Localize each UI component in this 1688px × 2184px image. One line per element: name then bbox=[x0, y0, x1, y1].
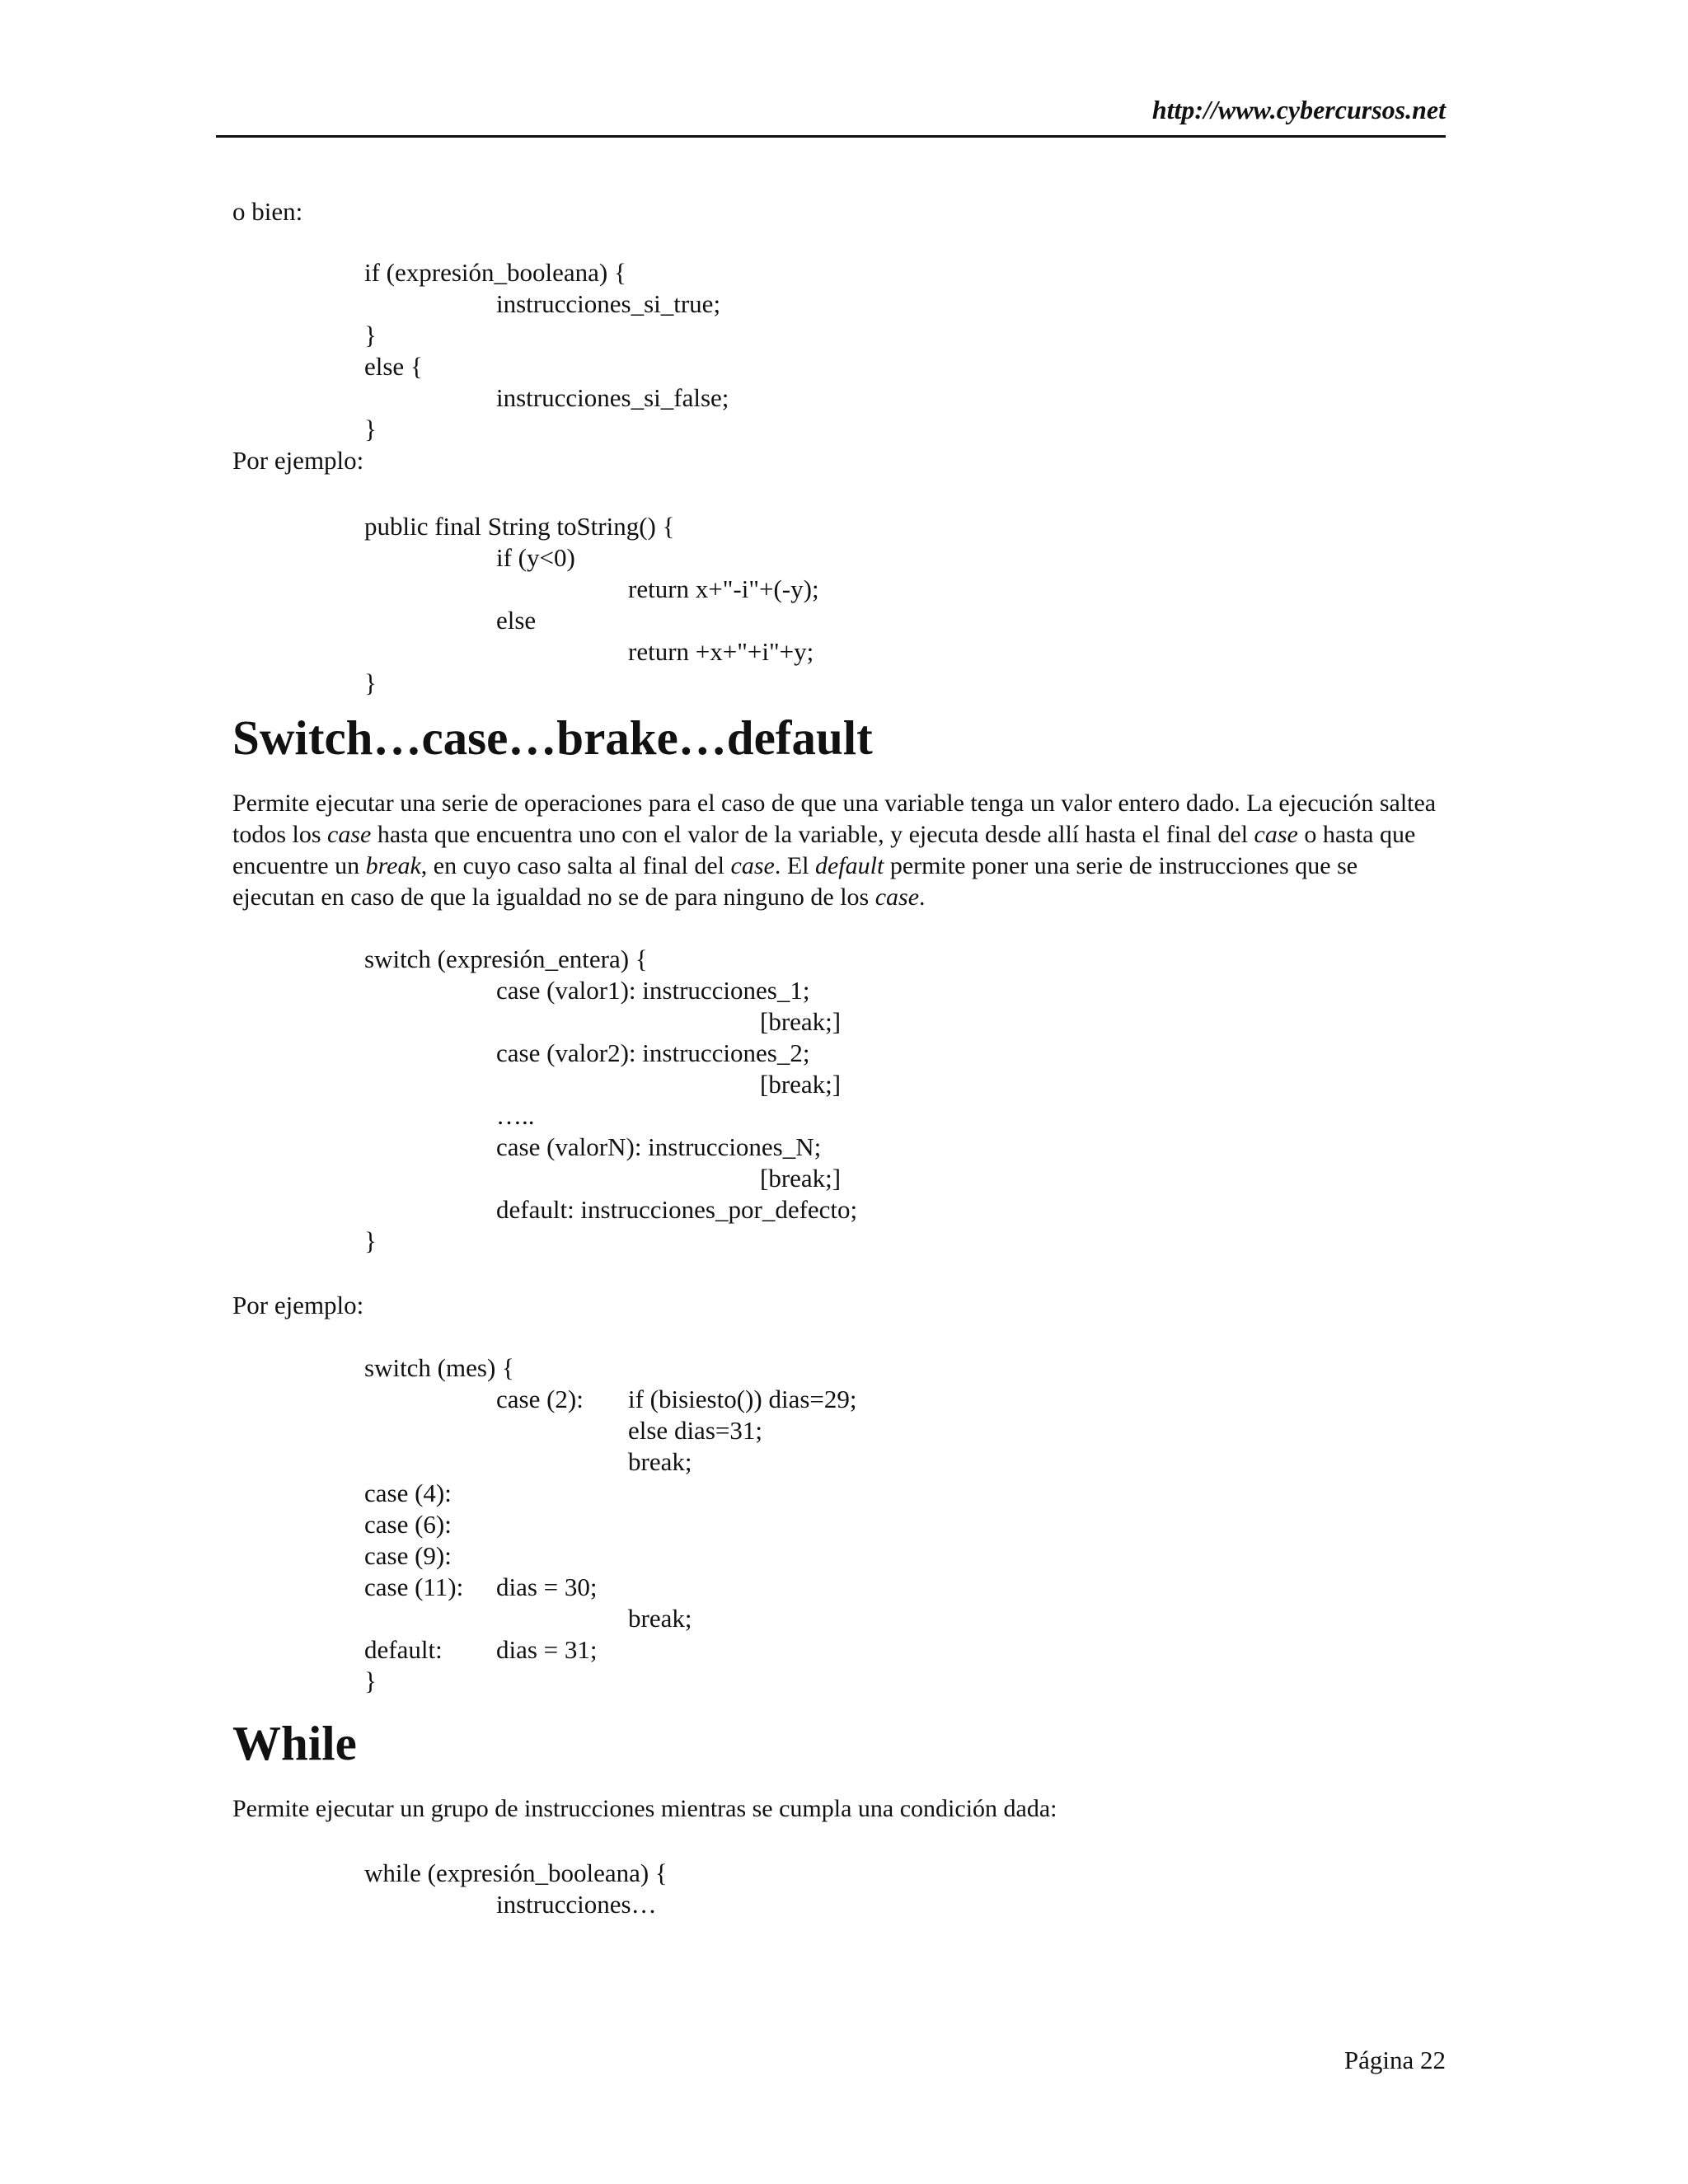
code-line: return x+"-i"+(-y); bbox=[628, 574, 819, 603]
o-bien-label: o bien: bbox=[232, 197, 303, 226]
while-description: Permite ejecutar un grupo de instrucciones mientras se cumpla una condición dada: bbox=[232, 1795, 1057, 1822]
code-line: dias = 31; bbox=[496, 1635, 598, 1664]
code-line: case (6): bbox=[364, 1510, 452, 1539]
code-line: case (11): bbox=[364, 1572, 464, 1601]
code-line: } bbox=[364, 1226, 377, 1255]
code-line: else { bbox=[364, 352, 423, 381]
code-line: if (expresión_booleana) { bbox=[364, 258, 626, 287]
code-line: switch (mes) { bbox=[364, 1353, 514, 1382]
code-line: if (bisiesto()) dias=29; bbox=[628, 1385, 857, 1413]
code-line: case (valor1): instrucciones_1; bbox=[496, 976, 810, 1005]
header-rule bbox=[216, 135, 1446, 138]
code-line: [break;] bbox=[760, 1164, 842, 1193]
code-line: [break;] bbox=[760, 1007, 842, 1036]
code-line: else dias=31; bbox=[628, 1416, 762, 1445]
code-line: case (valorN): instrucciones_N; bbox=[496, 1132, 822, 1161]
code-line: break; bbox=[628, 1604, 692, 1633]
header-url: http://www.cybercursos.net bbox=[1151, 95, 1446, 124]
code-line: else bbox=[496, 606, 537, 635]
code-line: case (9): bbox=[364, 1541, 452, 1570]
code-line: default: bbox=[364, 1635, 443, 1664]
code-line: while (expresión_booleana) { bbox=[364, 1858, 668, 1887]
code-line: } bbox=[364, 321, 377, 349]
switch-section-heading: Switch…case…brake…default bbox=[232, 710, 873, 765]
code-line: dias = 30; bbox=[496, 1572, 598, 1601]
code-line: case (4): bbox=[364, 1479, 452, 1507]
code-line: if (y<0) bbox=[496, 543, 575, 572]
page-number: Página 22 bbox=[1343, 2046, 1446, 2074]
code-line: case (valor2): instrucciones_2; bbox=[496, 1038, 810, 1067]
por-ejemplo-label: Por ejemplo: bbox=[232, 1291, 364, 1319]
code-line: instrucciones_si_true; bbox=[496, 289, 721, 318]
switch-description: Permite ejecutar una serie de operaciones para el caso de que una variable tenga un valor entero dado. La ejecución saltea todos los case hasta que encuentra uno con el valor de la variable, y ejecuta desde allí hasta el final del case o hasta que encuentre un break, en cuyo caso salta al final del case. El default permite poner una serie de instrucciones que se ejecutan en caso de que la igualdad no se de para ninguno de los case. bbox=[232, 790, 1437, 911]
code-line: case (2): bbox=[496, 1385, 584, 1413]
por-ejemplo-label: Por ejemplo: bbox=[232, 446, 364, 475]
while-section-heading: While bbox=[232, 1716, 357, 1770]
code-line: ….. bbox=[496, 1101, 535, 1130]
code-line: instrucciones… bbox=[496, 1890, 657, 1919]
code-line: public final String toString() { bbox=[364, 512, 675, 541]
code-line: default: instrucciones_por_defecto; bbox=[496, 1195, 858, 1224]
code-line: instrucciones_si_false; bbox=[496, 383, 729, 412]
code-line: } bbox=[364, 1666, 377, 1695]
code-line: } bbox=[364, 668, 377, 697]
code-line: return +x+"+i"+y; bbox=[628, 637, 814, 666]
code-line: switch (expresión_entera) { bbox=[364, 944, 648, 973]
code-line: } bbox=[364, 415, 377, 443]
code-line: [break;] bbox=[760, 1070, 842, 1099]
code-line: break; bbox=[628, 1447, 692, 1476]
